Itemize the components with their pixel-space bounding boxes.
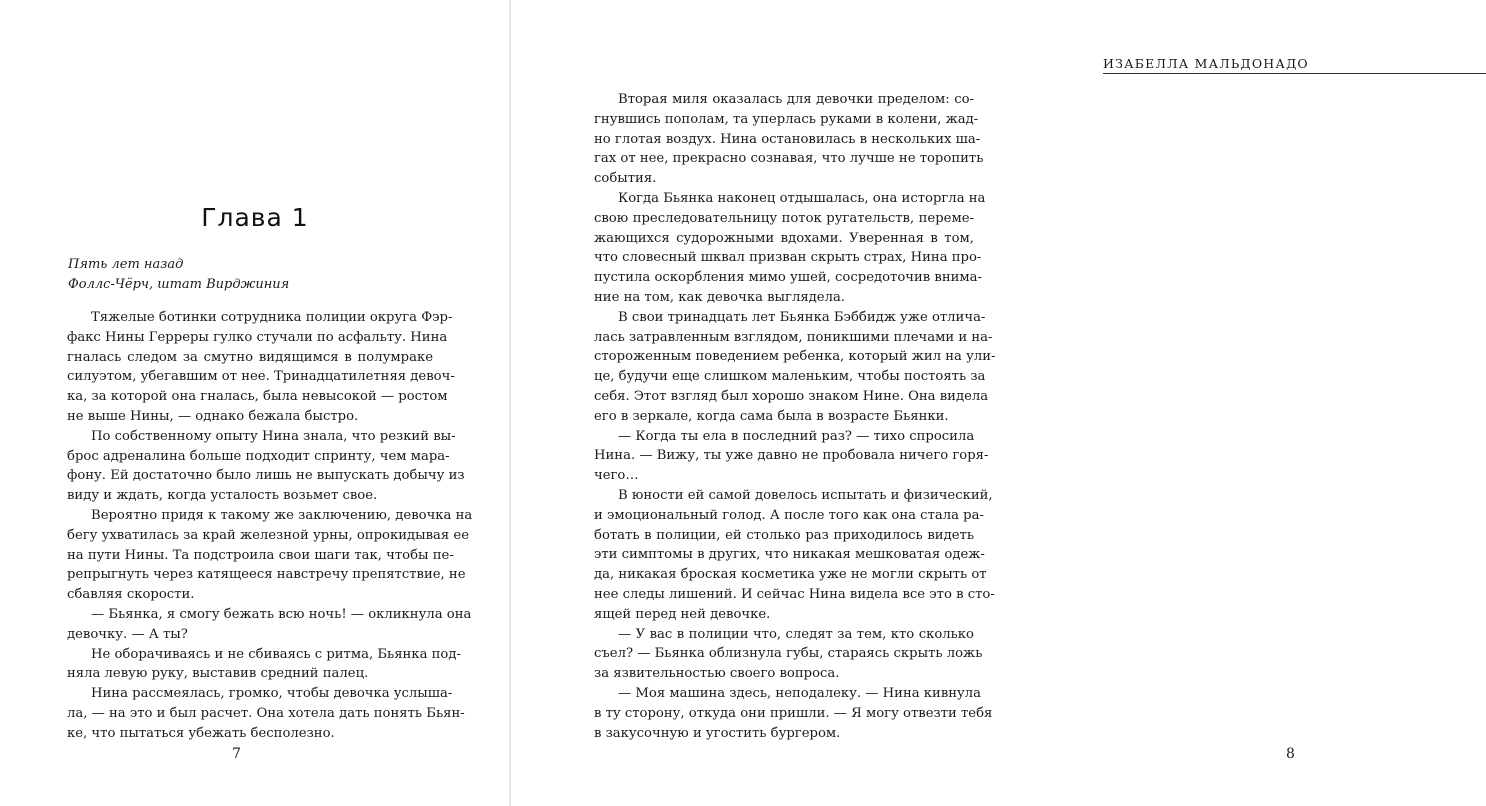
text-line: нее следы лишений. И сейчас Нина видела все это в сто-: [594, 586, 995, 602]
text-line: Когда Бьянка наконец отдышалась, она исторгла на: [618, 190, 986, 206]
text-line: события.: [594, 171, 657, 187]
text-line: не выше Нины, — однако бежала быстро.: [67, 408, 359, 424]
text-line: виду и ждать, когда усталость возьмет свое.: [67, 488, 378, 504]
text-line: це, будучи еще слишком маленьким, чтобы постоять за: [594, 369, 986, 385]
chapter-title: Глава 1: [201, 203, 309, 232]
text-line: его в зеркале, когда сама была в возрасте Бьянки.: [594, 408, 949, 424]
page-number: 8: [1286, 746, 1295, 762]
text-line: В юности ей самой довелось испытать и физический,: [618, 487, 993, 503]
text-line: за язвительностью своего вопроса.: [594, 666, 840, 682]
text-line: себя. Этот взгляд был хорошо знаком Нине. Она видела: [594, 388, 989, 404]
text-line: По собственному опыту Нина знала, что резкий вы-: [91, 428, 456, 444]
text-line: гах от нее, прекрасно сознавая, что лучше не торопить: [594, 151, 984, 167]
text-line: бегу ухватилась за край железной урны, опрокидывая ее: [67, 527, 469, 543]
text-line: фону. Ей достаточно было лишь не выпускать добычу из: [67, 468, 465, 484]
text-line: ке, что пытаться убежать бесполезно.: [67, 725, 335, 741]
left-page: [0, 0, 510, 806]
text-line: и эмоциональный голод. А после того как она стала ра-: [594, 507, 984, 523]
text-line: В свои тринадцать лет Бьянка Бэббидж уже отлича-: [618, 309, 986, 325]
text-line: в ту сторону, откуда они пришли. — Я могу отвезти тебя: [594, 705, 993, 721]
text-line: в закусочную и угостить бургером.: [594, 725, 841, 741]
epigraph-time: Пять лет назад: [68, 257, 184, 272]
text-line: — Бьянка, я смогу бежать всю ночь! — окликнула она: [91, 606, 472, 622]
text-line: свою преследовательницу поток ругательств, переме-: [594, 210, 974, 226]
text-line: сбавляя скорости.: [67, 587, 195, 603]
left-page-text: [67, 308, 473, 744]
text-line: ка, за которой она гналась, была невысокой — ростом: [67, 389, 448, 405]
right-page-text: [594, 90, 996, 743]
text-line: Тяжелые ботинки сотрудника полиции округа Фэр-: [91, 310, 453, 325]
text-line: ботать в полиции, ей столько раз приходилось видеть: [594, 527, 974, 543]
text-line: девочку. — А ты?: [67, 626, 188, 642]
text-line: чего…: [594, 468, 639, 484]
text-line: Вероятно придя к такому же заключению, девочка на: [91, 507, 473, 523]
epigraph-place: Фоллс-Чёрч, штат Вирджиния: [68, 277, 290, 292]
text-line: репрыгнуть через катящееся навстречу препятствие, не: [67, 567, 466, 583]
text-line: пустила оскорбления мимо ушей, сосредоточив внима-: [594, 270, 983, 286]
text-line: на пути Нины. Та подстроила свои шаги так, чтобы пе-: [67, 547, 454, 563]
text-line: да, никакая броская косметика уже не могли скрыть от: [594, 567, 987, 583]
text-line: Нина. — Вижу, ты уже давно не пробовала ничего горя-: [594, 448, 989, 464]
text-line: Не оборачиваясь и не сбиваясь с ритма, Бьянка под-: [91, 646, 461, 662]
text-line: лась затравленным взглядом, поникшими плечами и на-: [594, 329, 993, 345]
text-line: съел? — Бьянка облизнула губы, стараясь скрыть ложь: [594, 646, 983, 662]
text-line: ящей перед ней девочке.: [594, 606, 771, 622]
text-line: ние на том, как девочка выглядела.: [594, 289, 846, 305]
text-line: но глотая воздух. Нина остановилась в нескольких ша-: [594, 131, 981, 147]
text-line: силуэтом, убегавшим от нее. Тринадцатилетняя девоч-: [67, 369, 455, 385]
chapter-epigraph: [68, 255, 289, 295]
text-line: что словесный шквал призван скрыть страх, Нина про-: [594, 250, 982, 266]
page-number: 7: [232, 746, 241, 762]
text-line: гналась следом за смутно видящимся в полумраке: [67, 349, 433, 365]
text-line: эти симптомы в других, что никакая мешковатая одеж-: [594, 547, 985, 563]
text-line: стороженным поведением ребенка, который жил на ули-: [594, 349, 996, 365]
text-line: — Моя машина здесь, неподалеку. — Нина кивнула: [618, 685, 982, 701]
running-head-author: ИЗАБЕЛЛА МАЛЬДОНАДО: [1103, 56, 1486, 74]
text-line: гнувшись пополам, та уперлась руками в колени, жад-: [594, 111, 979, 127]
text-line: Вторая миля оказалась для девочки пределом: со-: [618, 92, 974, 107]
text-line: — Когда ты ела в последний раз? — тихо спросила: [618, 428, 975, 444]
text-line: — У вас в полиции что, следят за тем, кто сколько: [618, 626, 974, 642]
text-line: Нина рассмеялась, громко, чтобы девочка услыша-: [91, 686, 453, 702]
text-line: няла левую руку, выставив средний палец.: [67, 666, 369, 682]
text-line: брос адреналина больше подходит спринту, чем мара-: [67, 448, 450, 464]
text-line: факс Нины Герреры гулко стучали по асфальту. Нина: [67, 329, 448, 345]
text-line: ла, — на это и был расчет. Она хотела дать понять Бьян-: [67, 705, 465, 721]
text-line: жающихся судорожными вдохами. Уверенная в том,: [594, 230, 974, 246]
